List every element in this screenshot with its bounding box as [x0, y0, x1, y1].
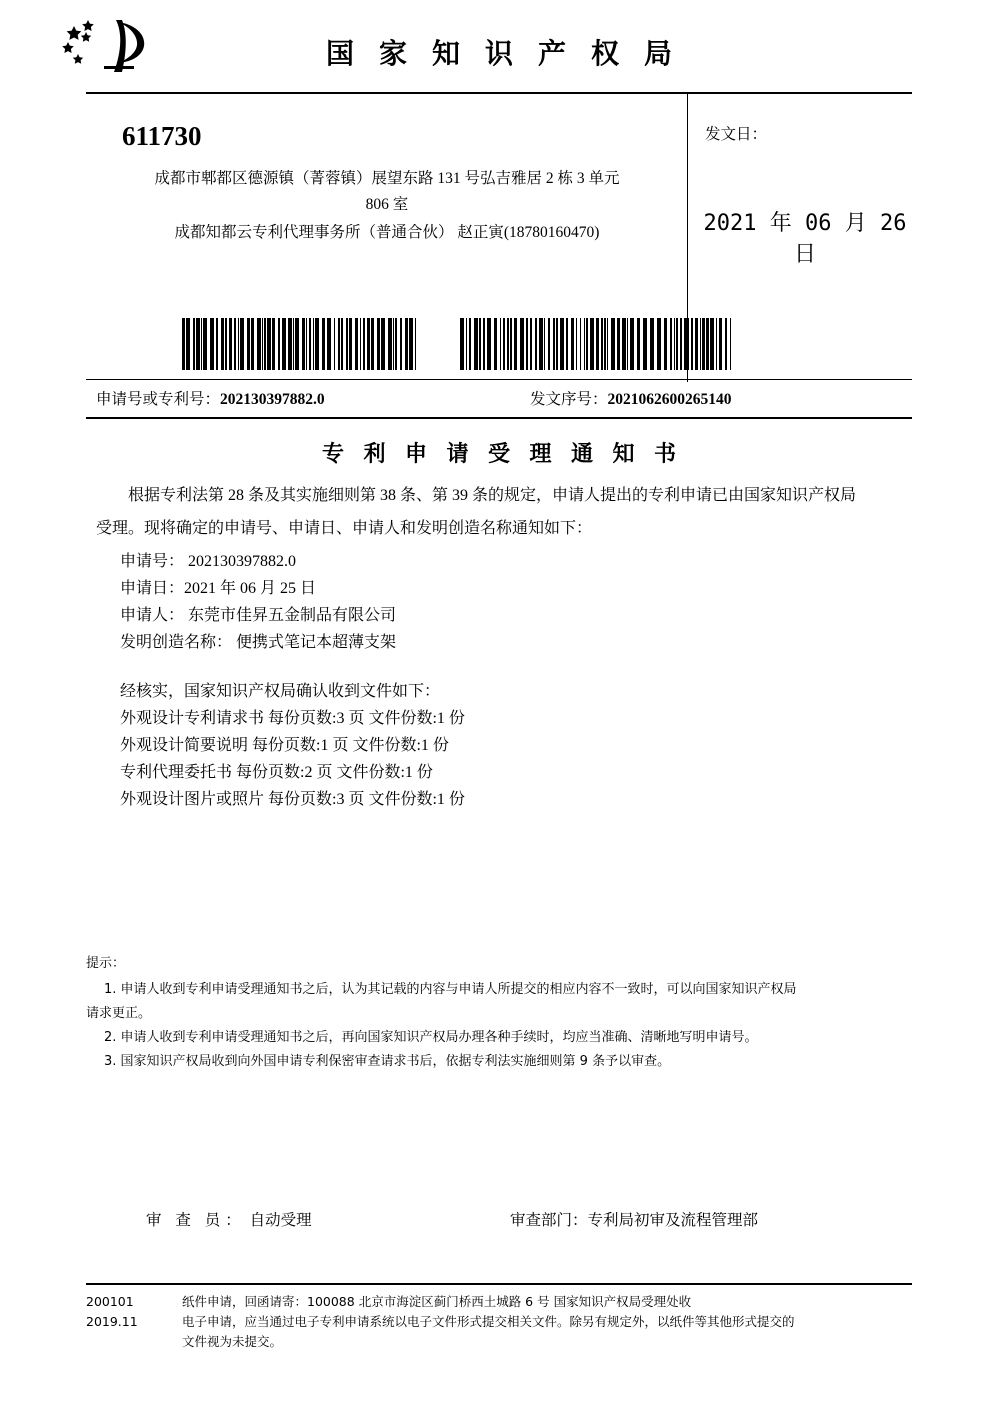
receipt-number: 611730	[122, 121, 202, 151]
footer-line-2: 电子申请，应当通过电子专利申请系统以电子文件形式提交相关文件。除另有规定外，以纸件等其他形式提交的	[182, 1314, 795, 1329]
document-item-1: 外观设计专利请求书 每份页数:3 页 文件份数:1 份	[120, 710, 465, 727]
application-number-value: 202130397882.0	[220, 391, 325, 408]
examiner-value: 自动受理	[249, 1212, 312, 1229]
notes-section	[86, 952, 920, 1074]
field-applicant: 申请人： 东莞市佳昇五金制品有限公司	[120, 607, 397, 624]
field-application-date: 申请日：2021 年 06 月 25 日	[120, 580, 317, 597]
number-row	[86, 381, 912, 419]
intro-line-1: 根据专利法第 28 条及其实施细则第 38 条、第 39 条的规定，申请人提出的专利申请已由国家知识产权局	[128, 487, 857, 504]
agent-line: 成都知都云专利代理事务所（普通合伙） 赵正寅(18780160470)	[174, 224, 600, 241]
footer-code-2: 2019.11	[86, 1314, 138, 1329]
serial-number-barcode	[460, 318, 732, 370]
field-application-number: 申请号： 202130397882.0	[120, 553, 297, 570]
department-label: 审查部门：	[510, 1212, 588, 1229]
department-field	[510, 1208, 758, 1230]
footer-divider	[86, 1283, 912, 1285]
footer-codes	[86, 1292, 176, 1332]
intro-line-2: 受理。现将确定的申请号、申请日、申请人和发明创造名称通知如下：	[96, 520, 593, 537]
field-invention-title: 发明创造名称： 便携式笔记本超薄支架	[120, 634, 397, 651]
documents-intro: 经核实，国家知识产权局确认收到文件如下：	[120, 683, 441, 700]
footer-code-1: 200101	[86, 1294, 134, 1309]
issue-date-label: 发文日：	[705, 126, 768, 143]
note-item-2: 2. 申请人收到专利申请受理通知书之后，再向国家知识产权局办理各种手续时，均应当准确、清晰地写明申请号。	[104, 1030, 758, 1045]
note-item-1-cont: 请求更正。	[86, 1006, 152, 1021]
serial-number-value: 2021062600265140	[607, 391, 732, 408]
department-value: 专利局初审及流程管理部	[587, 1212, 759, 1229]
serial-number-label: 发文序号：	[530, 391, 608, 408]
address-line-2: 806 室	[365, 196, 409, 213]
recipient-address	[104, 166, 670, 218]
document-title: 专 利 申 请 受 理 通 知 书	[321, 441, 683, 466]
notes-heading: 提示：	[86, 956, 126, 971]
serial-number-field	[530, 387, 732, 409]
document-item-2: 外观设计简要说明 每份页数:1 页 文件份数:1 份	[120, 737, 449, 754]
note-item-3: 3. 国家知识产权局收到向外国申请专利保密审查请求书后，依据专利法实施细则第 9 条予以审查。	[104, 1054, 671, 1069]
issue-date-value: 2021 年 06 月 26 日	[703, 211, 907, 267]
body-spacer	[96, 656, 906, 678]
document-body	[96, 482, 906, 813]
organization-title: 国 家 知 识 产 权 局	[325, 39, 681, 70]
application-number-label: 申请号或专利号：	[96, 391, 221, 408]
footer-text	[182, 1292, 932, 1352]
footer-line-3: 文件视为未提交。	[182, 1334, 283, 1349]
address-line-1: 成都市郫都区德源镇（菁蓉镇）展望东路 131 号弘吉雅居 2 栋 3 单元	[154, 170, 620, 187]
application-number-barcode	[182, 318, 416, 370]
examiner-field	[146, 1208, 312, 1230]
document-item-3: 专利代理委托书 每份页数:2 页 文件份数:1 份	[120, 764, 433, 781]
document-item-4: 外观设计图片或照片 每份页数:3 页 文件份数:1 份	[120, 791, 465, 808]
application-number-field	[96, 387, 325, 409]
footer-line-1: 纸件申请，回函请寄：100088 北京市海淀区蓟门桥西土城路 6 号 国家知识产权局受理处收	[182, 1294, 692, 1309]
document-header	[0, 0, 998, 92]
examiner-label: 审 查 员：	[146, 1212, 246, 1229]
note-item-1: 1. 申请人收到专利申请受理通知书之后，认为其记载的内容与申请人所提交的相应内容不一致时，可以向国家知识产权局	[104, 982, 797, 997]
